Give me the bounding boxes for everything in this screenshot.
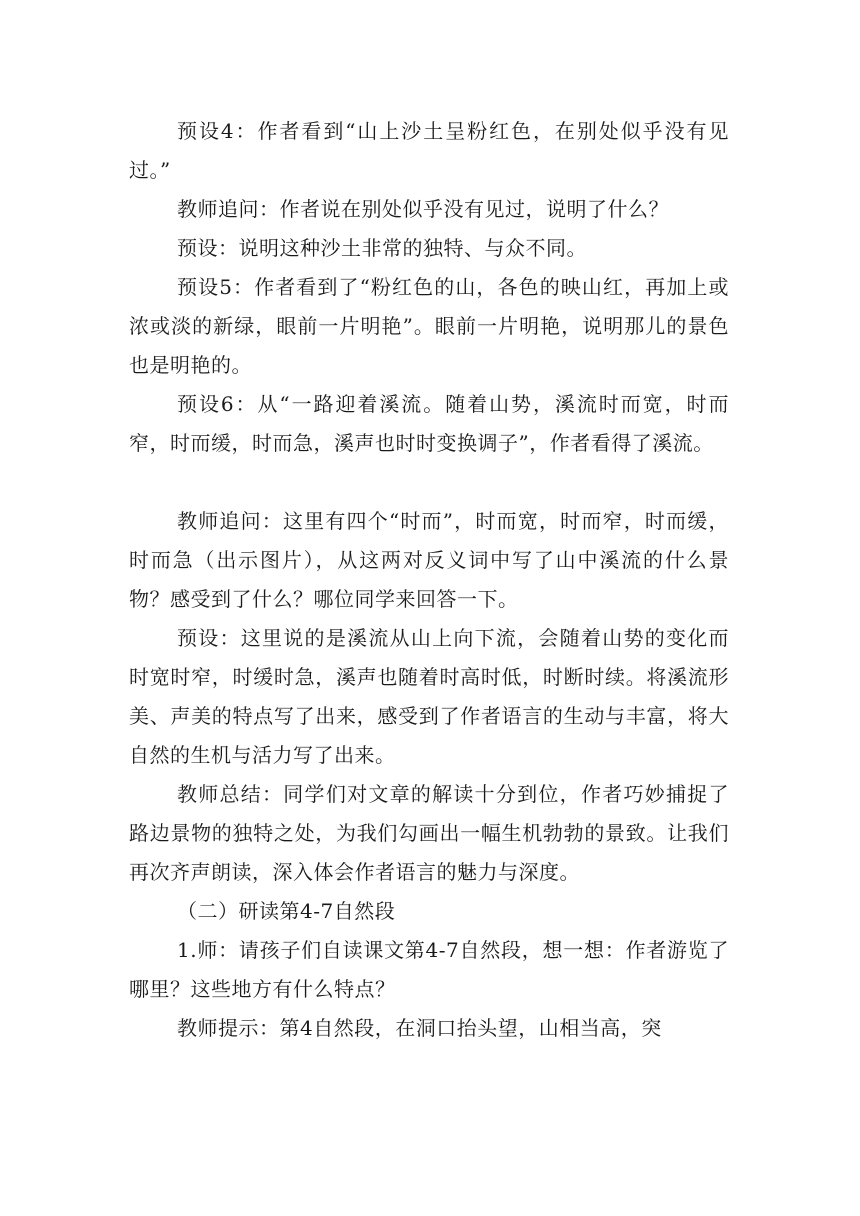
paragraph-teacher-question-1: 教师追问：作者说在别处似乎没有见过，说明了什么？ bbox=[177, 197, 669, 221]
paragraph-preset-answer-1: 预设：说明这种沙土非常的独特、与众不同。 bbox=[177, 236, 587, 260]
paragraph-preset-answer-2: 预设：这里说的是溪流从山上向下流，会随着山势的变化而时宽时窄，时缓时急，溪声也随着时高时低，时断时续。将溪流形美、声美的特点写了出来，感受到了作者语言的生动与丰富，将大自然的生机与活力写了出来。 bbox=[129, 626, 729, 767]
paragraph-preset-4: 预设4：作者看到“山上沙土呈粉红色，在别处似乎没有见过。” bbox=[129, 119, 729, 182]
paragraph-teacher-task: 1.师：请孩子们自读课文第4-7自然段，想一想：作者游览了哪里？这些地方有什么特点？ bbox=[129, 938, 729, 1001]
paragraph-teacher-question-2: 教师追问：这里有四个“时而”，时而宽，时而窄，时而缓，时而急（出示图片），从这两对反义词中写了山中溪流的什么景物？感受到了什么？哪位同学来回答一下。 bbox=[129, 509, 729, 611]
section-heading: （二）研读第4-7自然段 bbox=[177, 899, 396, 923]
paragraph-preset-5: 预设5：作者看到了“粉红色的山，各色的映山红，再加上或浓或淡的新绿，眼前一片明艳”。眼前一片明艳，说明那儿的景色也是明艳的。 bbox=[129, 275, 729, 377]
paragraph-preset-6: 预设6：从“一路迎着溪流。随着山势，溪流时而宽，时而窄，时而缓，时而急，溪声也时时变换调子”，作者看得了溪流。 bbox=[129, 392, 729, 455]
paragraph-teacher-summary: 教师总结：同学们对文章的解读十分到位，作者巧妙捕捉了路边景物的独特之处，为我们勾画出一幅生机勃勃的景致。让我们再次齐声朗读，深入体会作者语言的魅力与深度。 bbox=[129, 782, 729, 884]
paragraph-teacher-hint: 教师提示：第4自然段，在洞口抬头望，山相当高，突 bbox=[177, 1016, 662, 1040]
